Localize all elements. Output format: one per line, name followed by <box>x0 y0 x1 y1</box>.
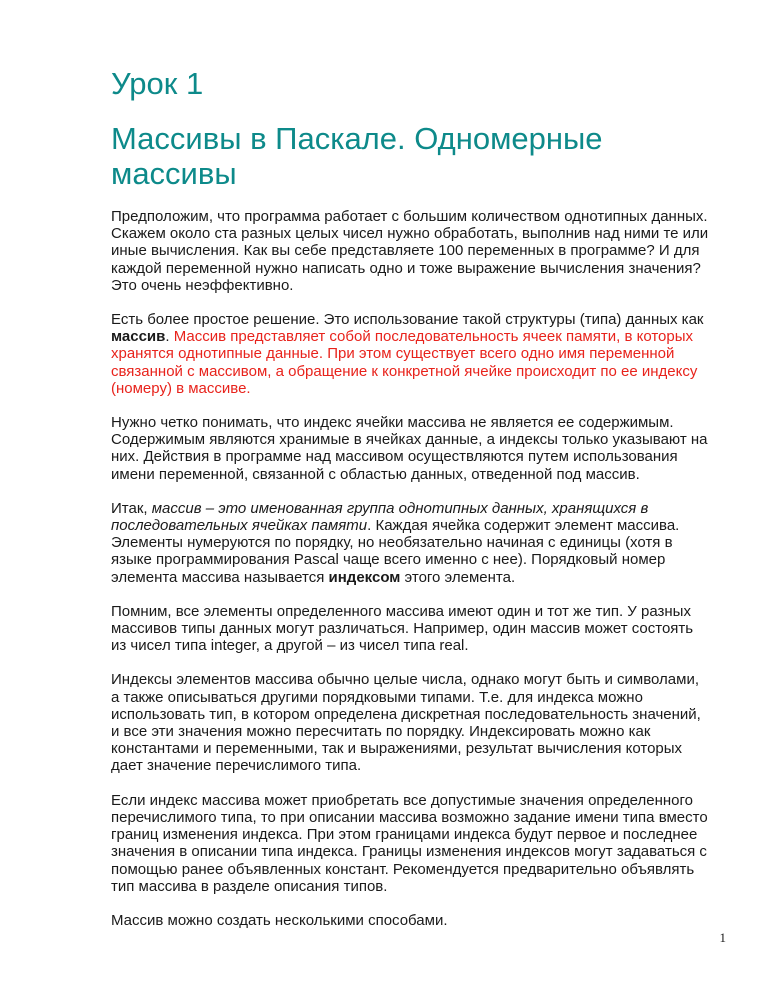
italic-definition: массив – это именованная группа однотипных данных, хранящихся в последовательных ячейках памяти <box>111 499 649 535</box>
paragraph-text: . <box>165 328 170 346</box>
bold-term-array: массив <box>111 328 166 346</box>
paragraph-creation-ways: Массив можно создать несколькими способами. <box>111 911 448 929</box>
paragraph-intro: Предположим, что программа работает с большим количеством однотипных данных. Скажем около ста разных целых чисел нужно обработать, выполнив над ними те или иные вычисления. Как вы себе представляете 100 переменных в программе? И для каждой переменной нужно написать одно и тоже выражение вычисления значения? Это очень неэффективно. <box>111 208 709 294</box>
bold-term-index: индексом <box>328 568 401 586</box>
paragraph-text: Есть более простое решение. Это использование такой структуры (типа) данных как <box>111 311 704 329</box>
highlighted-definition: Массив представляет собой последовательность ячеек памяти, в которых хранятся однотипные данные. При этом существует всего одно имя переменной связанной с массивом, а обращение к конкретной ячейке происходит по ее индексу (номеру) в массиве. <box>111 328 698 397</box>
paragraph-text: . Каждая ячейка содержит элемент массива. Элементы нумеруются по порядку, но необязательно начиная с единицы (хотя в языке программирования Pascal чаще всего именно с нее). Порядковый номер элемента массива называется <box>111 517 680 586</box>
document-content <box>111 66 711 946</box>
page-number: 1 <box>719 930 726 945</box>
paragraph-index-types: Индексы элементов массива обычно целые числа, однако могут быть и символами, а также описываться другими порядковыми типами. Т.е. для индекса можно использовать тип, в котором определена дискретная последовательность значений, и все эти значения можно пересчитать по порядку. Индексировать можно как константами и переменными, так и выражениями, результат вычисления которых дает значение перечислимого типа. <box>111 671 701 775</box>
paragraph-array-summary <box>111 500 711 586</box>
paragraph-index-content: Нужно четко понимать, что индекс ячейки массива не является ее содержимым. Содержимым являются хранимые в ячейках данные, а индексы только указывают на них. Действия в программе над массивом осуществляются путем использования имени переменной, связанной с областью данных, отведенной под массив. <box>111 414 708 483</box>
paragraph-array-definition <box>111 311 711 397</box>
paragraph-text: Итак, <box>111 499 152 517</box>
page-title: Массивы в Паскале. Одномерные массивы <box>111 121 603 191</box>
paragraph-text: этого элемента. <box>400 568 516 586</box>
paragraph-element-types: Помним, все элементы определенного массива имеют один и тот же тип. У разных массивов типы данных могут различаться. Например, один массив может состоять из чисел типа integer, а другой – из чисел типа real. <box>111 602 694 655</box>
lesson-heading: Урок 1 <box>111 66 204 101</box>
paragraph-index-bounds: Если индекс массива может приобретать все допустимые значения определенного перечислимого типа, то при описании массива возможно задание имени типа вместо границ изменения индекса. При этом границами индекса будут первое и последнее значения в описании типа индекса. Границы изменения индексов могут задаваться с помощью ранее объявленных констант. Рекомендуется предварительно объявлять тип массива в разделе описания типов. <box>111 791 708 895</box>
